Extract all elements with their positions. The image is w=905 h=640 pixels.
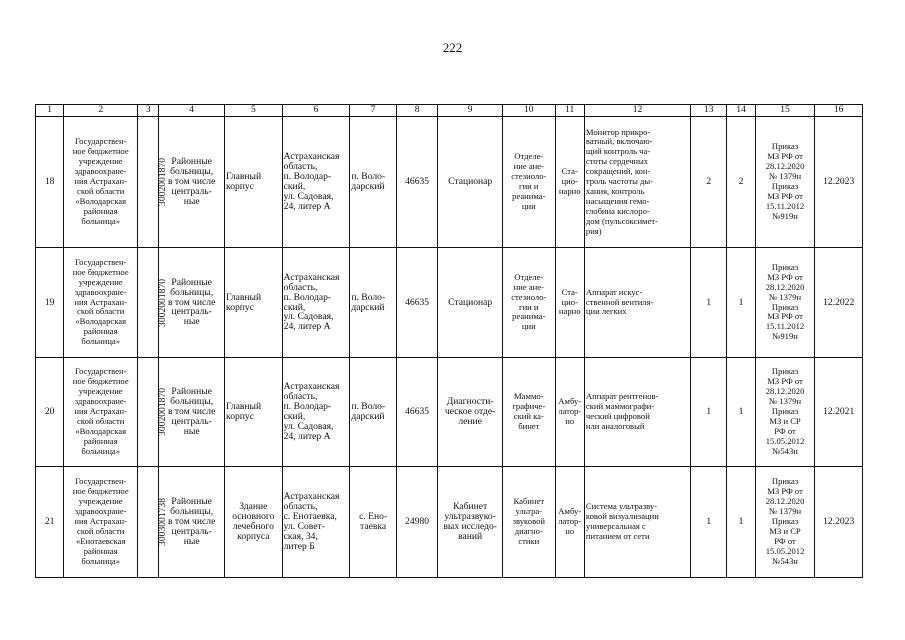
care-form: Ста- цио- нарно — [558, 166, 581, 196]
building-cell — [225, 358, 283, 467]
oktmo-cell: 46635 — [396, 117, 437, 248]
address-cell — [282, 248, 350, 358]
department-cell — [503, 358, 556, 467]
locality-cell — [350, 117, 397, 248]
locality: п. Воло- дарский — [351, 291, 386, 313]
row-number: 21 — [36, 467, 64, 578]
quantity-cell: 2 — [727, 117, 755, 248]
column-number: 13 — [691, 105, 727, 117]
code-value: 3003001738 — [157, 498, 169, 546]
care-condition: Стационар — [448, 296, 493, 308]
code-cell — [138, 117, 169, 248]
equipment-cell — [584, 358, 690, 467]
oktmo-cell: 24980 — [396, 467, 437, 578]
organization-cell — [64, 248, 138, 358]
code-value: 3002001870 — [157, 158, 169, 206]
locality: с. Ено- таевка — [359, 511, 388, 532]
column-number: 16 — [815, 105, 863, 117]
oktmo-cell: 46635 — [396, 248, 437, 358]
form-cell — [555, 358, 584, 467]
equipment-cell — [584, 467, 690, 578]
building-name: Главный корпус — [226, 291, 262, 313]
care-form: Амбу- латор- но — [558, 396, 582, 426]
equipment-name: Аппарат искус- ственной вентиля- ции легких — [585, 286, 654, 317]
facility-type: Районные больницы, в том числе централь- ные — [167, 496, 216, 547]
equipment-cell — [584, 248, 690, 358]
table-row — [36, 358, 863, 467]
organization-name: Государствен- ное бюджетное учреждение здравоохране- ния Астрахан- ской области «Володарская районная больница» — [72, 256, 129, 347]
building-name: Главный корпус — [226, 401, 262, 422]
condition-cell — [438, 467, 503, 578]
building-name: Главный корпус — [226, 171, 262, 192]
type-cell — [159, 358, 225, 467]
form-cell — [555, 467, 584, 578]
table-row — [36, 117, 863, 248]
condition-cell — [438, 358, 503, 467]
code-value: 3002001870 — [157, 388, 169, 436]
date-cell: 12.2021 — [815, 358, 863, 467]
column-number: 2 — [64, 105, 138, 117]
column-number: 8 — [396, 105, 437, 117]
order-cell — [755, 358, 815, 467]
order-reference: Приказ МЗ РФ от 28.12.2020 № 1379н Приказ МЗ и СР РФ от 15.05.2012 №543н — [765, 366, 805, 456]
column-number: 4 — [159, 105, 225, 117]
page-number: 222 — [442, 40, 463, 55]
equipment-name: Монитор прикро- ватный, включаю- щий контроль ча- стоты сердечных сокращений, кон- троль частоты ды- хания, контроль насыщения гемо- глобина кислоро- дом (пульсоксимет- рия) — [585, 126, 658, 236]
code-cell — [138, 467, 169, 578]
type-cell — [159, 248, 225, 358]
equipment-name: Система ультразву- ковой визуализации универсальная с питанием от сети — [585, 501, 659, 541]
organization-name: Государствен- ное бюджетное учреждение здравоохране- ния Астрахан- ской области «Володарская районная больница» — [72, 136, 129, 226]
organization-name: Государствен- ное бюджетное учреждение здравоохране- ния Астрахан- ской области «Енотаевская районная больница» — [72, 476, 129, 566]
equipment-name: Аппарат рентгенов- ский маммографи- ческий цифровой или аналоговый — [585, 391, 659, 431]
column-number: 7 — [350, 105, 397, 117]
register-table — [35, 104, 863, 578]
column-number: 5 — [225, 105, 283, 117]
locality-cell — [350, 467, 397, 578]
care-condition: Кабинет ультразвуко- вых исследо- ваний — [443, 501, 497, 542]
column-number: 15 — [755, 105, 815, 117]
column-number: 9 — [438, 105, 503, 117]
code-value: 3002001870 — [157, 278, 169, 327]
building-cell — [225, 117, 283, 248]
address: Астраханская область, п. Володар- ский, ул. Садовая, 24, литер А — [283, 271, 340, 333]
date-cell: 12.2023 — [815, 467, 863, 578]
oktmo-cell: 46635 — [396, 358, 437, 467]
department-cell — [503, 248, 556, 358]
form-cell — [555, 117, 584, 248]
building-name: Здание основного лечебного корпуса — [232, 501, 275, 542]
code-cell — [138, 358, 169, 467]
condition-cell — [438, 248, 503, 358]
form-cell — [555, 248, 584, 358]
locality: п. Воло- дарский — [351, 171, 386, 192]
order-reference: Приказ МЗ РФ от 28.12.2020 № 1379н Приказ МЗ РФ от 15.11.2012 №919н — [765, 141, 805, 221]
quantity-cell: 1 — [727, 358, 755, 467]
condition-cell — [438, 117, 503, 248]
organization-name: Государствен- ное бюджетное учреждение здравоохране- ния Астрахан- ской области «Володарская районная больница» — [72, 366, 129, 456]
department-cell — [503, 117, 556, 248]
quantity-cell: 1 — [727, 467, 755, 578]
address-cell — [282, 117, 350, 248]
order-reference: Приказ МЗ РФ от 28.12.2020 № 1379н Приказ МЗ РФ от 15.11.2012 №919н — [765, 261, 805, 342]
column-number: 10 — [503, 105, 556, 117]
column-number: 11 — [555, 105, 584, 117]
quantity-cell: 1 — [727, 248, 755, 358]
address-cell — [282, 358, 350, 467]
column-number: 12 — [584, 105, 690, 117]
care-condition: Диагности- ческое отде- ление — [444, 396, 496, 427]
address: Астраханская область, с. Енотаевка, ул. Совет- ская, 34, литер Б — [283, 491, 340, 552]
order-reference: Приказ МЗ РФ от 28.12.2020 № 1379н Приказ МЗ и СР РФ от 15.05.2012 №543н — [765, 476, 805, 566]
facility-type: Районные больницы, в том числе централь- ные — [167, 276, 216, 328]
department: Отделе- ние ане- стезиоло- гии и реанима- ции — [511, 151, 547, 211]
facility-type: Районные больницы, в том числе централь- ные — [167, 156, 216, 207]
address: Астраханская область, п. Володар- ский, ул. Садовая, 24, литер А — [283, 151, 340, 212]
care-condition: Стационар — [448, 176, 493, 188]
department-cell — [503, 467, 556, 578]
organization-cell — [64, 358, 138, 467]
order-cell — [755, 248, 815, 358]
organization-cell — [64, 117, 138, 248]
row-number: 18 — [36, 117, 64, 248]
column-number: 14 — [727, 105, 755, 117]
column-number: 1 — [36, 105, 64, 117]
order-cell — [755, 467, 815, 578]
locality-cell — [350, 358, 397, 467]
column-number: 6 — [282, 105, 350, 117]
equipment-cell — [584, 117, 690, 248]
organization-cell — [64, 467, 138, 578]
address: Астраханская область, п. Володар- ский, ул. Садовая, 24, литер А — [283, 381, 340, 442]
date-cell: 12.2022 — [815, 248, 863, 358]
quantity-cell: 1 — [691, 358, 727, 467]
order-cell — [755, 117, 815, 248]
type-cell — [159, 467, 225, 578]
column-number: 3 — [138, 105, 159, 117]
address-cell — [282, 467, 350, 578]
facility-type: Районные больницы, в том числе централь- ные — [167, 386, 216, 437]
building-cell — [225, 467, 283, 578]
row-number: 19 — [36, 248, 64, 358]
code-cell — [138, 248, 169, 358]
department: Отделе- ние ане- стезиоло- гии и реанима- ции — [511, 271, 547, 332]
care-form: Ста- цио- нарно — [558, 286, 581, 317]
department: Кабинет ультра- звуковой диагно- стики — [512, 496, 545, 546]
locality: п. Воло- дарский — [351, 401, 386, 422]
care-form: Амбу- латор- но — [558, 506, 582, 536]
building-cell — [225, 248, 283, 358]
quantity-cell: 1 — [691, 467, 727, 578]
quantity-cell: 1 — [691, 248, 727, 358]
table-row — [36, 248, 863, 358]
table-row — [36, 467, 863, 578]
quantity-cell: 2 — [691, 117, 727, 248]
row-number: 20 — [36, 358, 64, 467]
department: Маммо- графиче- ский ка- бинет — [512, 391, 546, 431]
type-cell — [159, 117, 225, 248]
header-row — [36, 105, 863, 117]
locality-cell — [350, 248, 397, 358]
date-cell: 12.2023 — [815, 117, 863, 248]
